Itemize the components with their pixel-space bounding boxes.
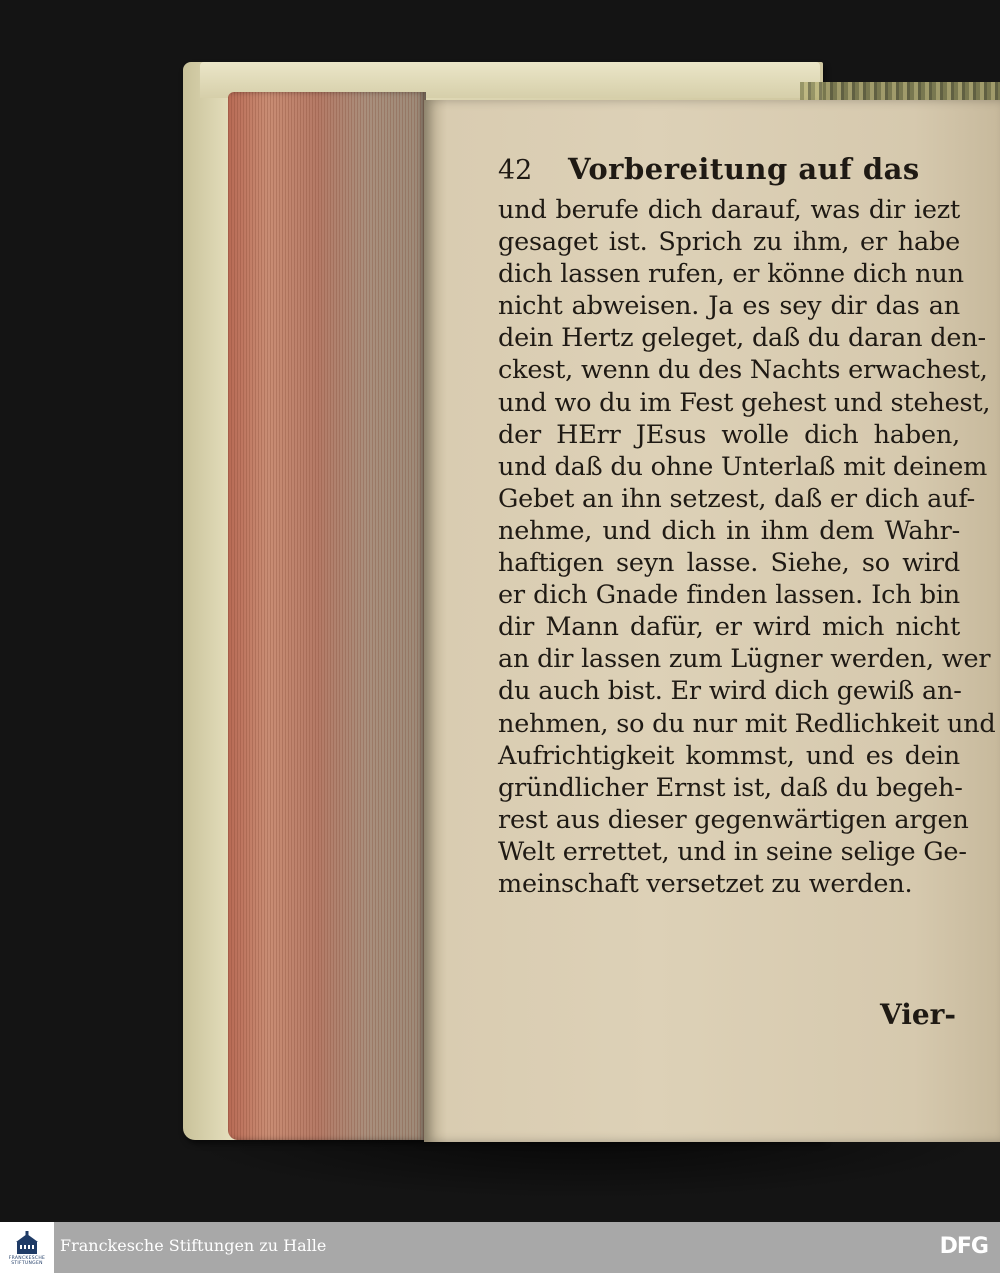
text-line: nicht abweisen. Ja es sey dir das an — [498, 291, 960, 322]
text-line: du auch bist. Er wird dich gewiß an- — [498, 676, 962, 707]
text-line: und daß du ohne Unterlaß mit deinem — [498, 451, 988, 482]
logo-text-2: STIFTUNGEN — [11, 1260, 43, 1266]
text-line: dich lassen rufen, er könne dich nun — [498, 259, 964, 290]
red-page-edge — [228, 92, 426, 1140]
catchword: Vier- — [880, 998, 957, 1031]
text-line: rest aus dieser gegenwärtigen argen — [498, 804, 969, 835]
text-line: gesaget ist. Sprich zu ihm, er habe — [498, 227, 960, 258]
franckesche-stiftungen-logo — [0, 1222, 54, 1273]
page-top-edge — [800, 82, 1000, 102]
text-line: nehme, und dich in ihm dem Wahr- — [498, 515, 960, 546]
text-line: und wo du im Fest gehest und stehest, — [498, 387, 991, 418]
institution-label: Franckesche Stiftungen zu Halle — [60, 1236, 327, 1255]
text-line: ckest, wenn du des Nachts erwachest, — [498, 355, 988, 386]
text-line: gründlicher Ernst ist, daß du begeh- — [498, 772, 963, 803]
text-line: und berufe dich darauf, was dir iezt — [498, 195, 960, 225]
text-line: Aufrichtigkeit kommst, und es dein — [498, 740, 960, 771]
text-line: an dir lassen zum Lügner werden, wer — [498, 644, 991, 675]
text-line: Gebet an ihn setzest, daß er dich auf- — [498, 483, 976, 514]
running-head: Vorbereitung auf das — [568, 152, 920, 186]
page-text-block — [498, 152, 996, 900]
text-line: dir Mann dafür, er wird mich nicht — [498, 612, 960, 643]
page-number: 42 — [498, 155, 533, 186]
logo-text-1: FRANCKESCHE — [8, 1255, 46, 1261]
text-line: der HErr JEsus wolle dich haben, — [498, 419, 960, 450]
text-line: nehmen, so du nur mit Redlichkeit und — [498, 708, 996, 739]
text-line: dein Hertz geleget, daß du daran den- — [498, 323, 986, 354]
building-icon — [14, 1230, 40, 1256]
text-line: Welt errettet, und in seine selige Ge- — [498, 836, 967, 867]
dfg-logo: DFG — [939, 1234, 988, 1259]
page-header — [498, 152, 960, 194]
viewer-footer — [0, 1222, 1000, 1273]
text-line: meinschaft versetzet zu werden. — [498, 868, 913, 899]
text-line: haftigen seyn lasse. Siehe, so wird — [498, 548, 960, 579]
text-line: er dich Gnade finden lassen. Ich bin — [498, 580, 960, 611]
